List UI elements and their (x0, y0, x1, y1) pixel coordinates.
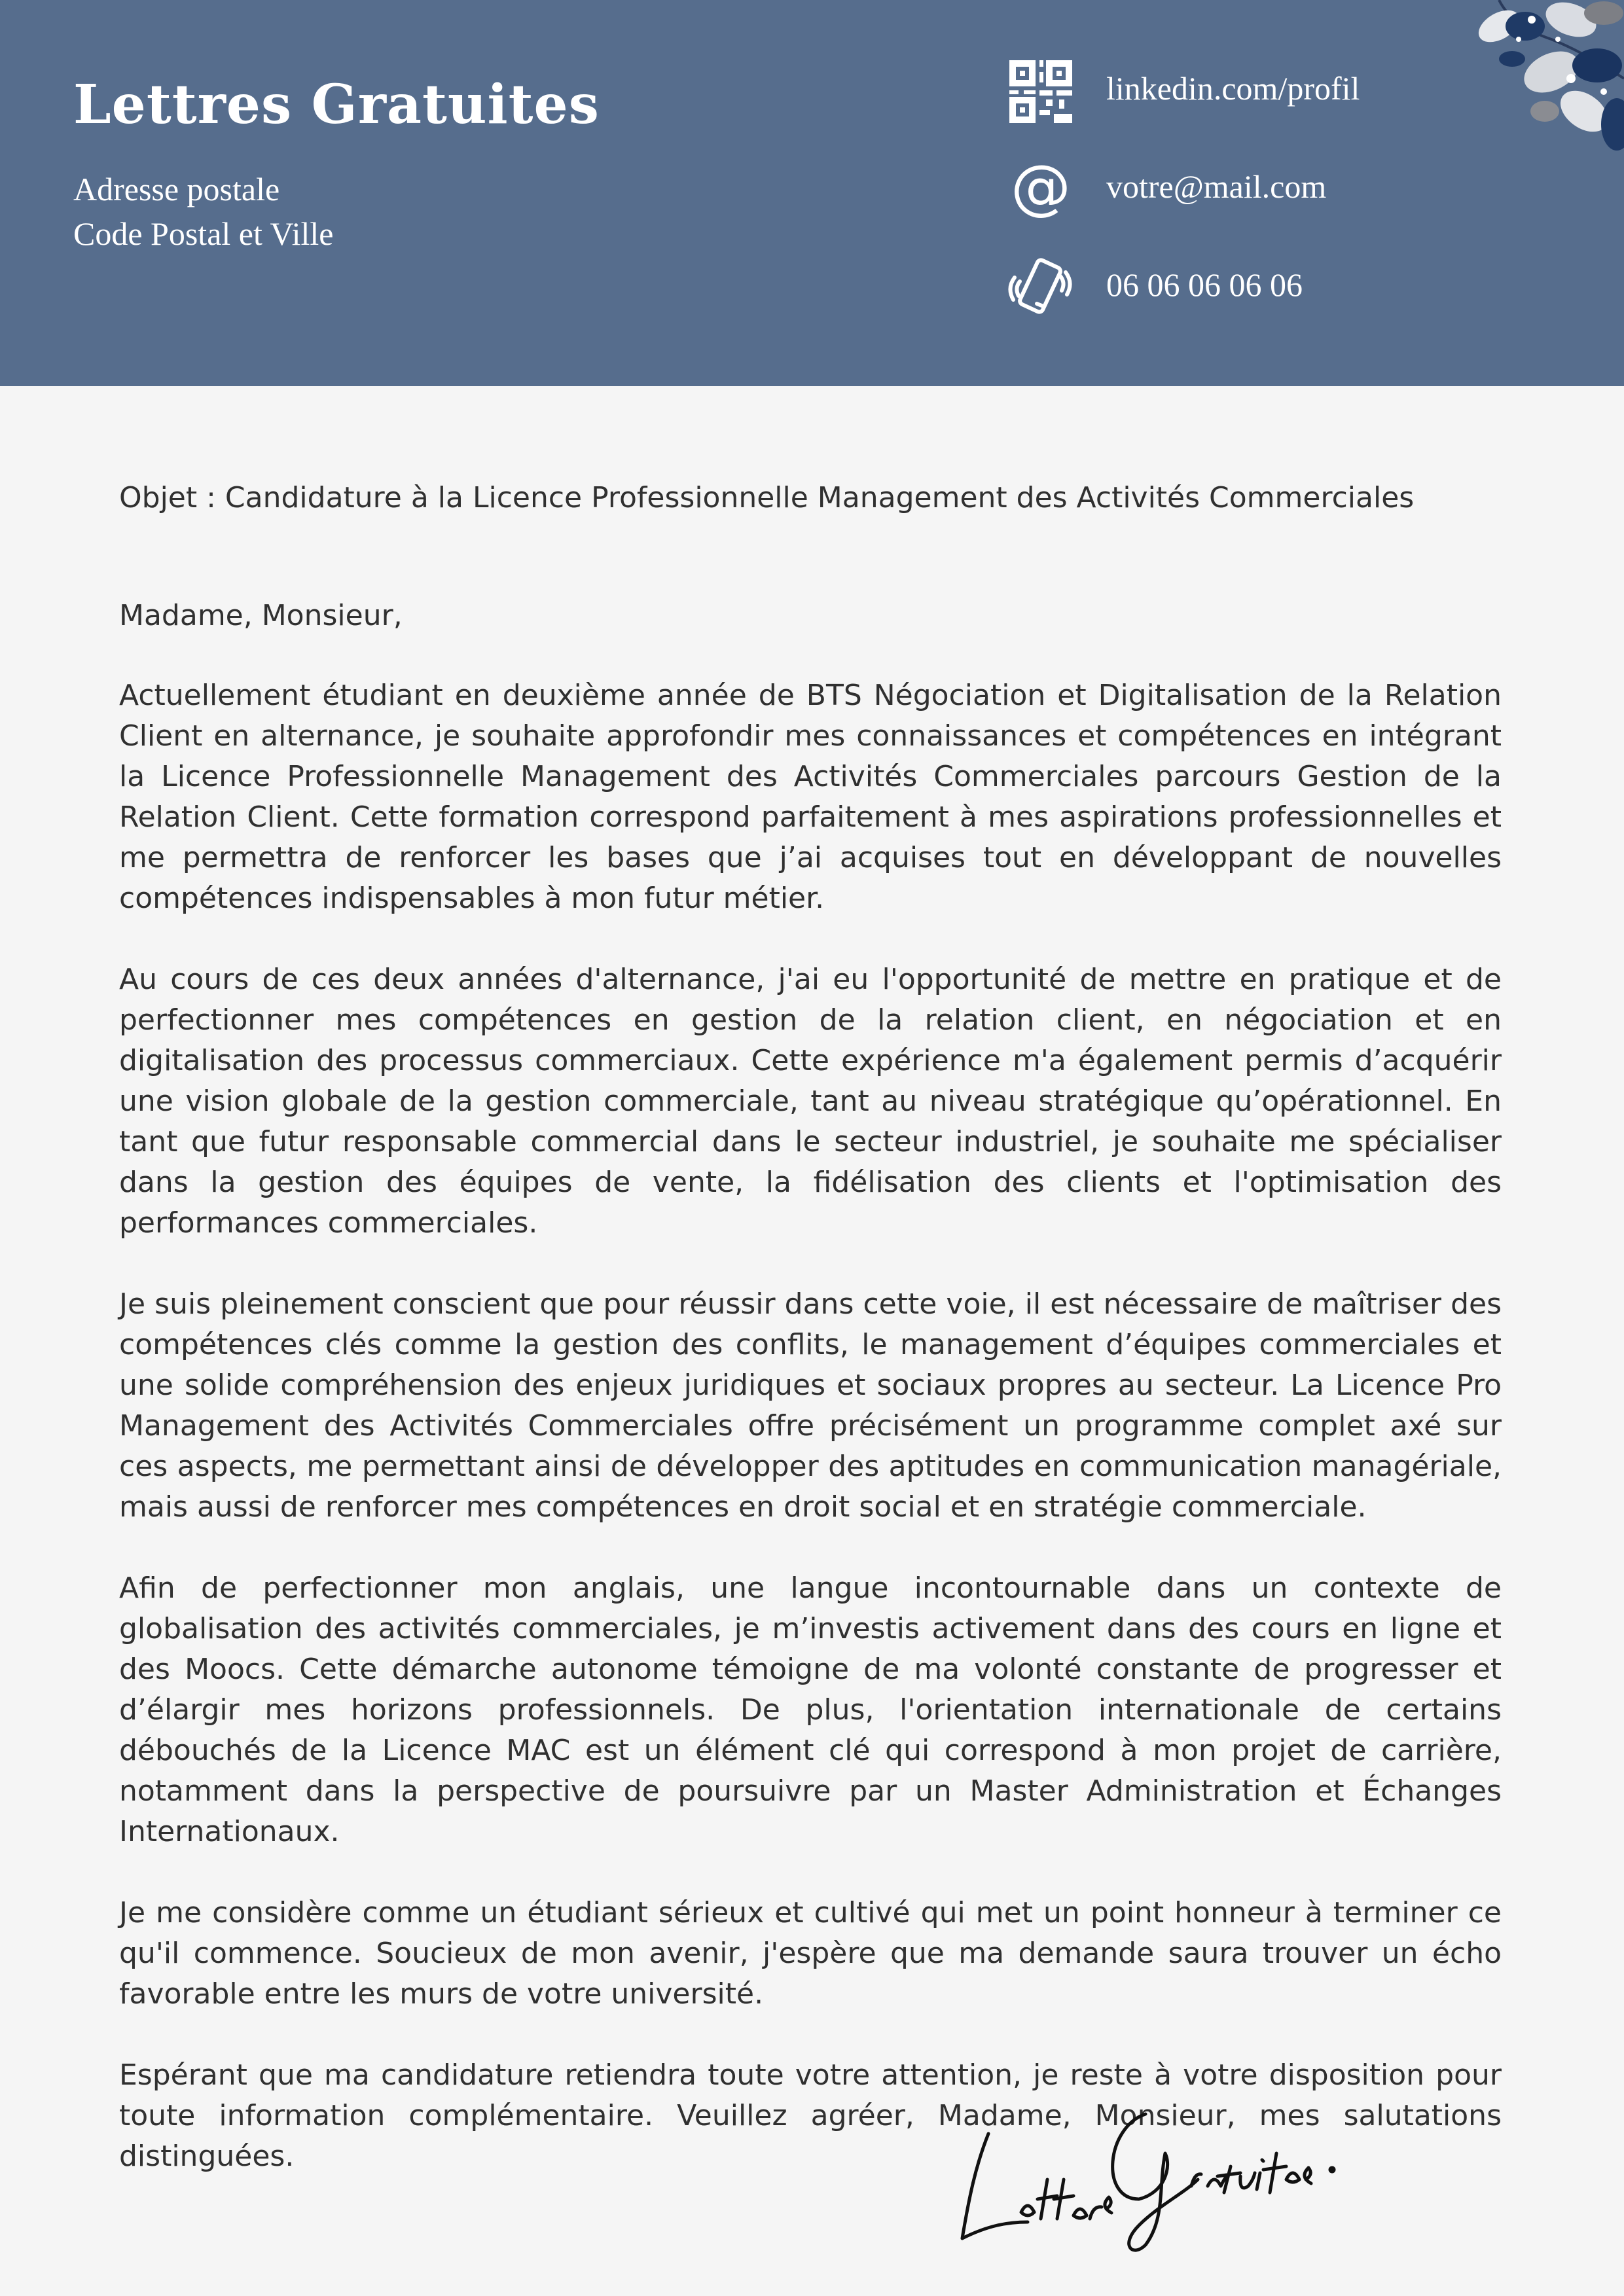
contact-email[interactable] (1008, 152, 1532, 223)
handwritten-signature (949, 2088, 1355, 2258)
phone-number[interactable]: 06 06 06 06 06 (1106, 266, 1303, 303)
phone-icon (1008, 255, 1074, 321)
at-sign-icon: @ (1011, 152, 1071, 222)
contact-phone[interactable] (1008, 255, 1532, 321)
paragraph: Afin de perfectionner mon anglais, une langue incontournable dans un contexte de globalisation des activités commerciales, je m’investis activement dans des cours en ligne et des Moocs. Cette démarche autonome témoigne de ma volonté constante de progresser et d’élargir mes horizons professionnels. De plus, l'orientation internationale de certains débouchés de la Licence MAC est un élément clé qui correspond à mon projet de carrière, notamment dans la perspective de poursuivre par un Master Administration et Échanges Internationaux. (119, 1571, 1502, 1848)
address-line-2: Code Postal et Ville (73, 215, 334, 252)
qr-code-icon (1008, 59, 1074, 124)
paragraph: Je me considère comme un étudiant sérieux et cultivé qui met un point honneur à terminer ce qu'il commence. Soucieux de mon avenir, j'espère que ma demande saura trouver un écho favorable entre les murs de votre université. (119, 1896, 1502, 2011)
leaf-branch-decoration (1473, 0, 1624, 157)
letter-body (119, 478, 1502, 2217)
letter-subject: Objet : Candidature à la Licence Professionnelle Management des Activités Commerciales (119, 481, 1415, 514)
sender-name: Lettres Gratuites (73, 73, 600, 136)
letter-salutation: Madame, Monsieur, (119, 599, 403, 632)
paragraph: Actuellement étudiant en deuxième année de BTS Négociation et Digitalisation de la Relation Client en alternance, je souhaite approfondir mes connaissances et compétences en intégrant la Licence Professionnelle Management des Activités Commerciales parcours Gestion de la Relation Client. Cette formation correspond parfaitement à mes aspirations professionnelles et me permettra de renforcer les bases que j’ai acquises tout en développant de nouvelles compétences indispensables à mon futur métier. (119, 679, 1502, 915)
contact-linkedin[interactable] (1008, 59, 1532, 124)
address-line-1: Adresse postale (73, 171, 280, 207)
paragraph: Espérant que ma candidature retiendra toute votre attention, je reste à votre disposition pour toute information complémentaire. Veuillez agréer, Madame, Monsieur, mes salutations distinguées. (119, 2058, 1502, 2173)
letter-header (0, 0, 1624, 386)
paragraph: Je suis pleinement conscient que pour réussir dans cette voie, il est nécessaire de maîtriser des compétences clés comme la gestion des conflits, le management d’équipes commerciales et une solide compréhension des enjeux juridiques et sociaux propres au secteur. La Licence Pro Management des Activités Commerciales offre précisément un programme complet axé sur ces aspects, me permettant ainsi de développer des aptitudes en communication managériale, mais aussi de renforcer mes compétences en droit social et en stratégie commerciale. (119, 1287, 1502, 1524)
paragraph: Au cours de ces deux années d'alternance, j'ai eu l'opportunité de mettre en pratique et de perfectionner mes compétences en gestion de la relation client, en négociation et en digitalisation des processus commerciaux. Cette expérience m'a également permis d’acquérir une vision globale de la gestion commerciale, tant au niveau stratégique qu’opérationnel. En tant que futur responsable commercial dans le secteur industriel, je souhaite me spécialiser dans la gestion des équipes de vente, la fidélisation des clients et l'optimisation des performances commerciales. (119, 963, 1502, 1240)
linkedin-link[interactable]: linkedin.com/profil (1106, 70, 1360, 107)
email-link[interactable]: votre@mail.com (1106, 168, 1327, 205)
